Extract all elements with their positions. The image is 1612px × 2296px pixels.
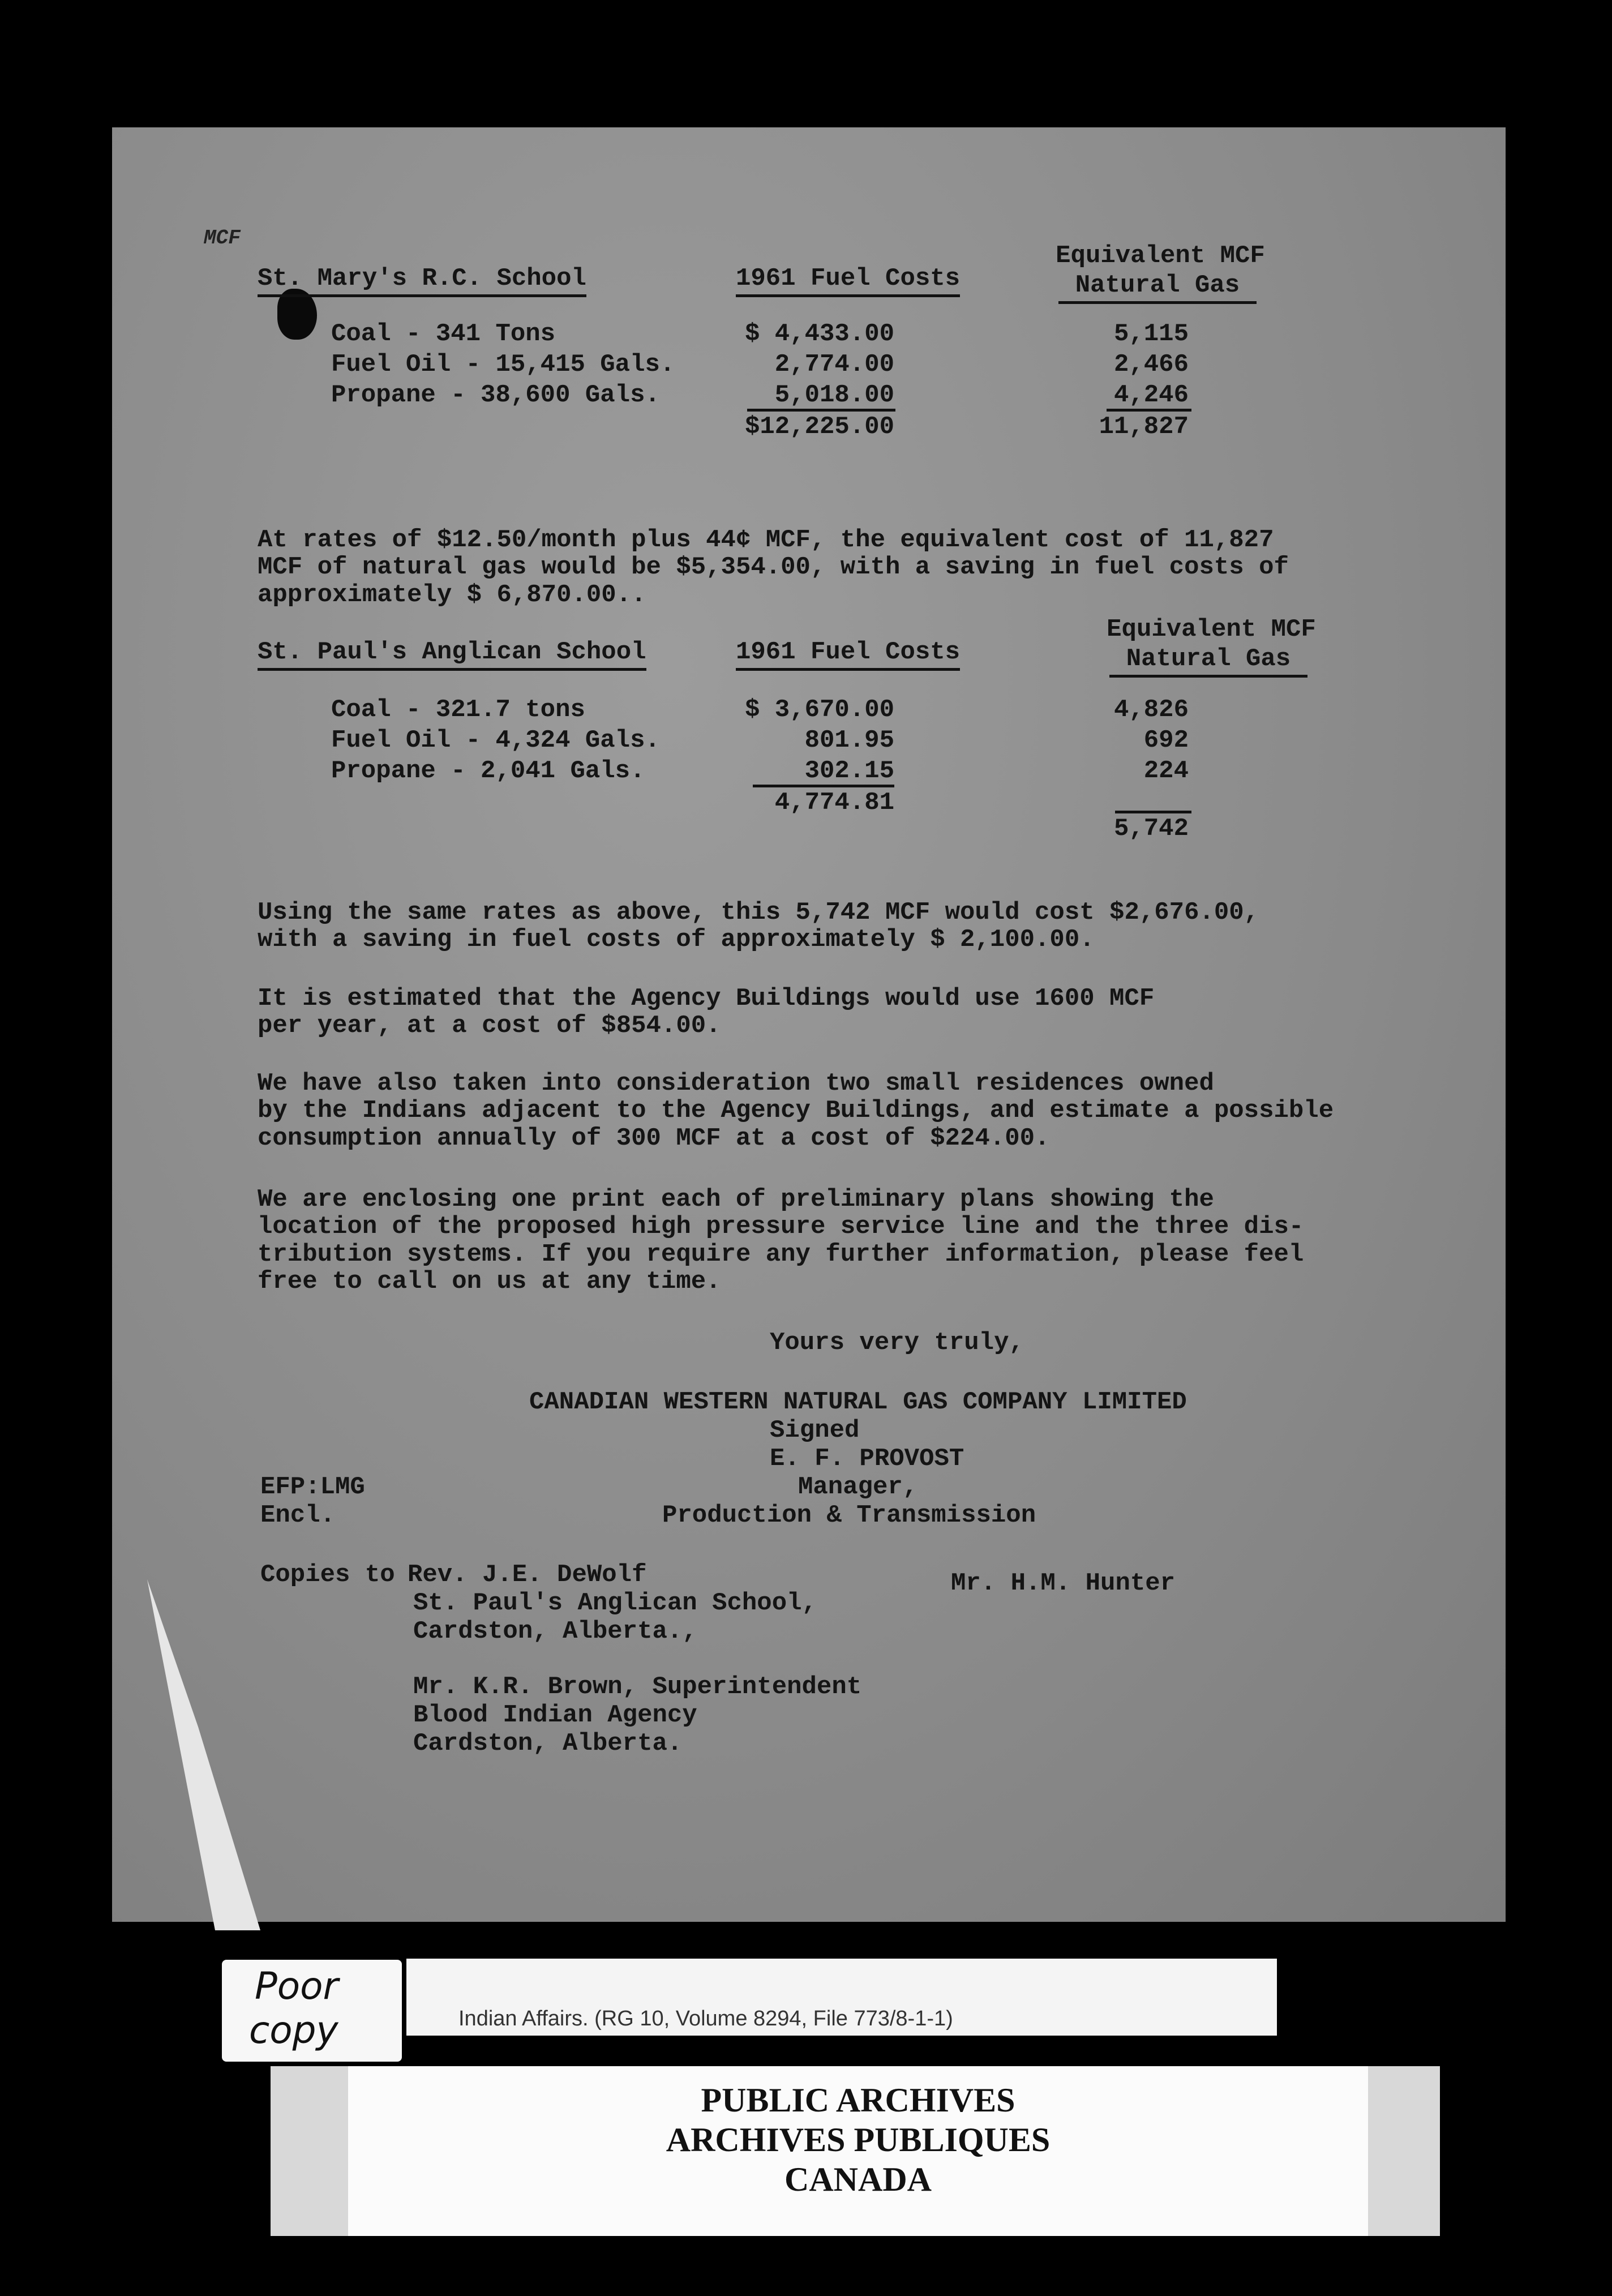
- archives-line-3: CANADA: [784, 2161, 932, 2198]
- school1-item-1: Coal - 341 Tons: [331, 320, 556, 348]
- signer-name: E. F. PROVOST: [770, 1445, 964, 1473]
- school2-mcf-3: 224: [1143, 757, 1189, 785]
- school1-item-2: Fuel Oil - 15,415 Gals.: [331, 350, 675, 379]
- paragraph-line: approximately $ 6,870.00..: [258, 580, 646, 609]
- copy1-line3: Cardston, Alberta.,: [413, 1617, 697, 1646]
- school2-cost-2: 801.95: [804, 726, 894, 755]
- paragraph-line: location of the proposed high pressure service line and the three dis-: [258, 1213, 1304, 1241]
- school2-mcf-header-1: Equivalent MCF: [1107, 615, 1316, 644]
- paragraph-savings-school1: [258, 526, 1289, 609]
- paragraph-savings-school2: [258, 899, 1282, 954]
- paragraph-line: by the Indians adjacent to the Agency Buildings, and estimate a possible: [258, 1096, 1334, 1125]
- school1-costs-header: 1961 Fuel Costs: [736, 266, 960, 297]
- paragraph-line: per year, at a cost of $854.00.: [258, 1012, 721, 1040]
- paragraph-line: At rates of $12.50/month plus 44¢ MCF, the equivalent cost of 11,827: [258, 526, 1274, 554]
- school2-item-1: Coal - 321.7 tons: [331, 696, 585, 724]
- copy1-line2: St. Paul's Anglican School,: [413, 1589, 817, 1617]
- margin-mark: MCF: [204, 226, 241, 250]
- school1-mcf-header-2: Natural Gas: [1058, 273, 1257, 304]
- signed-label: Signed: [770, 1416, 860, 1445]
- school2-mcf-header-2: Natural Gas: [1109, 646, 1307, 678]
- copies-label: Copies to: [260, 1561, 395, 1589]
- signer-title-1: Manager,: [798, 1473, 918, 1501]
- school1-total-mcf: 11,827: [1099, 413, 1189, 441]
- paragraph-agency-buildings: [258, 985, 1282, 1040]
- paragraph-line: MCF of natural gas would be $5,354.00, with a saving in fuel costs of: [258, 553, 1289, 582]
- school2-cost-1: $ 3,670.00: [744, 696, 894, 724]
- paragraph-line: with a saving in fuel costs of approximately $ 2,100.00.: [258, 926, 1095, 954]
- school1-cost-rule: [747, 409, 895, 412]
- archives-line-1: PUBLIC ARCHIVES: [701, 2081, 1015, 2119]
- paragraph-line: free to call on us at any time.: [258, 1267, 721, 1296]
- school1-mcf-1: 5,115: [1113, 320, 1189, 348]
- school1-cost-2: 2,774.00: [774, 350, 894, 379]
- school2-mcf-2: 692: [1143, 726, 1189, 755]
- school1-mcf-rule: [1107, 409, 1191, 412]
- paragraph-line: We are enclosing one print each of preliminary plans showing the: [258, 1185, 1214, 1214]
- handwritten-copy: copy: [249, 2008, 338, 2052]
- school1-mcf-header-1: Equivalent MCF: [1056, 242, 1265, 270]
- archive-reference: Indian Affairs. (RG 10, Volume 8294, File 773/8-1-1): [458, 2007, 953, 2031]
- school2-mcf-1: 4,826: [1113, 696, 1189, 724]
- copy3: Mr. H.M. Hunter: [951, 1569, 1176, 1597]
- paragraph-residences: [258, 1069, 1334, 1153]
- paragraph-line: We have also taken into consideration two small residences owned: [258, 1069, 1214, 1098]
- paragraph-line: tribution systems. If you require any further information, please feel: [258, 1240, 1304, 1269]
- school1-total-cost: $12,225.00: [744, 413, 894, 441]
- school1-cost-1: $ 4,433.00: [744, 320, 894, 348]
- school2-mcf-rule: [1115, 811, 1191, 813]
- archives-stamp: [348, 2066, 1368, 2236]
- school2-item-3: Propane - 2,041 Gals.: [331, 757, 645, 785]
- copy2-line3: Cardston, Alberta.: [413, 1729, 683, 1758]
- school1-item-3: Propane - 38,600 Gals.: [331, 381, 660, 409]
- school2-cost-3: 302.15: [804, 757, 894, 785]
- paragraph-line: It is estimated that the Agency Buildings would use 1600 MCF: [258, 984, 1155, 1013]
- school1-cost-3: 5,018.00: [774, 381, 894, 409]
- paragraph-line: Using the same rates as above, this 5,742 MCF would cost $2,676.00,: [258, 898, 1259, 927]
- school2-total-cost: 4,774.81: [774, 789, 894, 817]
- copy2-line2: Blood Indian Agency: [413, 1701, 697, 1729]
- school1-name: St. Mary's R.C. School: [258, 266, 586, 297]
- school1-mcf-3: 4,246: [1113, 381, 1189, 409]
- copy1-line1: Rev. J.E. DeWolf: [408, 1561, 647, 1589]
- school2-cost-rule: [753, 785, 894, 787]
- paragraph-line: consumption annually of 300 MCF at a cost of $224.00.: [258, 1124, 1050, 1153]
- school1-mcf-2: 2,466: [1113, 350, 1189, 379]
- handwritten-poor: Poor: [255, 1964, 338, 2008]
- initials: EFP:LMG: [260, 1473, 365, 1501]
- school2-costs-header: 1961 Fuel Costs: [736, 640, 960, 671]
- enclosure-note: Encl.: [260, 1501, 336, 1530]
- paragraph-enclosure: [258, 1185, 1304, 1296]
- school2-total-mcf: 5,742: [1113, 815, 1189, 843]
- company-name: CANADIAN WESTERN NATURAL GAS COMPANY LIMITED: [529, 1388, 1187, 1416]
- closing: Yours very truly,: [770, 1329, 1024, 1357]
- school2-item-2: Fuel Oil - 4,324 Gals.: [331, 726, 660, 755]
- archives-line-2: ARCHIVES PUBLIQUES: [666, 2121, 1051, 2158]
- signer-title-2: Production & Transmission: [662, 1501, 1036, 1530]
- copy2-line1: Mr. K.R. Brown, Superintendent: [413, 1673, 862, 1701]
- school2-name: St. Paul's Anglican School: [258, 640, 646, 671]
